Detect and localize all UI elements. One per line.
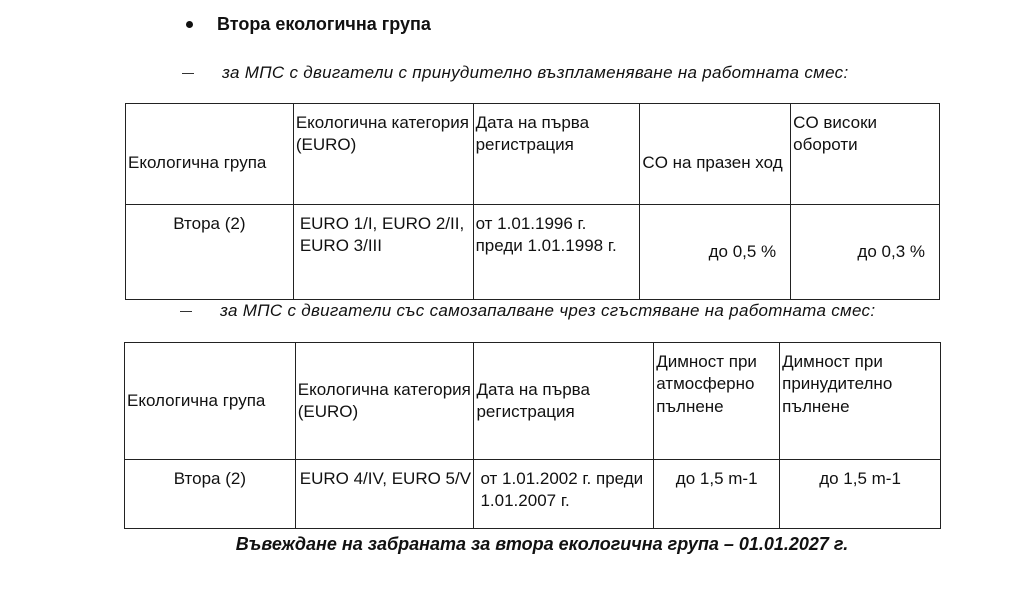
dash-icon: [182, 73, 194, 74]
header-cell: CO на празен ход: [640, 104, 791, 205]
ban-date-text: Въвеждане на забраната за втора екологична група – 01.01.2027 г.: [235, 534, 849, 554]
table-header-row: [126, 104, 940, 205]
header-cell: Дата на първа регистрация: [474, 343, 654, 460]
table-row: [125, 460, 941, 529]
group-cell: Втора (2): [126, 205, 294, 300]
category-cell: EURO 4/IV, EURO 5/V: [295, 460, 474, 529]
category-cell: EURO 1/I, EURO 2/II, EURO 3/III: [293, 205, 473, 300]
header-cell: Димност при принудително пълнене: [780, 343, 941, 460]
date-cell: от 1.01.2002 г. преди 1.01.2007 г.: [474, 460, 654, 529]
header-cell: Екологична категория (EURO): [293, 104, 473, 205]
header-cell: Дата на първа регистрация: [473, 104, 640, 205]
subheading-diesel-text: за МПС с двигатели със самозапалване чрез сгъстяване на работната смес:: [220, 301, 876, 320]
header-cell: Екологична група: [125, 343, 296, 460]
dash-icon: [180, 311, 192, 312]
section-heading-text: Втора екологична група: [217, 14, 431, 34]
petrol-emissions-table: [125, 103, 940, 300]
header-cell: Димност при атмосферно пълнене: [654, 343, 780, 460]
table-row: [126, 205, 940, 300]
header-cell: Екологична категория (EURO): [295, 343, 474, 460]
section-heading: [186, 14, 431, 35]
ban-date-note: [0, 534, 1024, 555]
table-header-row: [125, 343, 941, 460]
smoke-atmo-cell: до 1,5 m-1: [654, 460, 780, 529]
header-cell: CO високи обороти: [791, 104, 940, 205]
group-cell: Втора (2): [125, 460, 296, 529]
subheading-petrol: [182, 63, 848, 83]
date-cell: от 1.01.1996 г. преди 1.01.1998 г.: [473, 205, 640, 300]
subheading-diesel: [180, 301, 875, 321]
header-cell: Екологична група: [126, 104, 294, 205]
bullet-icon: [186, 21, 193, 28]
co-idle-cell: до 0,5 %: [640, 205, 791, 300]
diesel-emissions-table: [124, 342, 941, 529]
smoke-forced-cell: до 1,5 m-1: [780, 460, 941, 529]
co-high-cell: до 0,3 %: [791, 205, 940, 300]
subheading-petrol-text: за МПС с двигатели с принудително възпламеняване на работната смес:: [222, 63, 849, 82]
